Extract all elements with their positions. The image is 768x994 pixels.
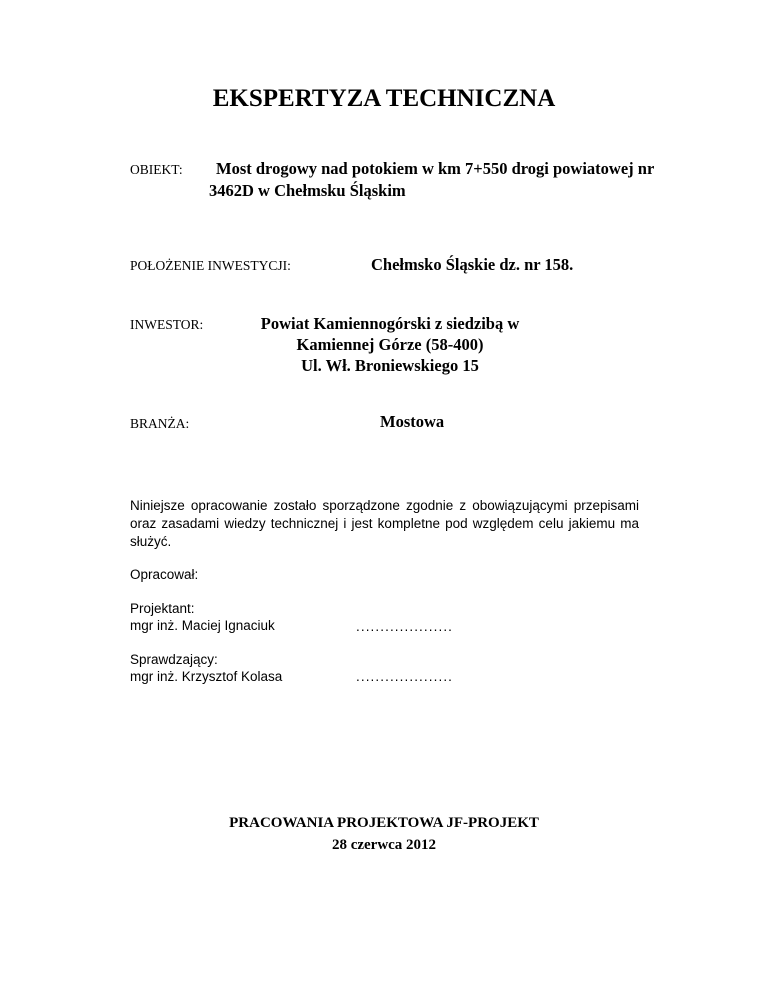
branza-value: Mostowa [380,412,445,431]
obiekt-label: OBIEKT: [130,162,183,177]
sprawdzajacy-signature-line: .................... [356,669,454,684]
company-name: PRACOWANIA PROJEKTOWA JF-PROJEKT [229,815,539,831]
opracowal-label: Opracował: [130,567,199,582]
projektant-signature-line: .................... [356,619,454,634]
obiekt-line-1: Most drogowy nad potokiem w km 7+550 drogi powiatowej nr [216,159,655,178]
projektant-role: Projektant: [130,601,195,616]
inwestor-label: INWESTOR: [130,317,204,332]
branza-label: BRANŻA: [130,416,190,431]
sprawdzajacy-name: mgr inż. Krzysztof Kolasa [130,669,283,684]
document-title: EKSPERTYZA TECHNICZNA [212,85,556,112]
inwestor-line-2: Kamiennej Górze (58-400) [296,335,484,354]
compliance-statement: Niniejsze opracowanie zostało sporządzone zgodnie z obowiązującymi przepisami oraz zasadami wiedzy technicznej i jest kompletne pod względem celu jakiemu ma służyć. [130,498,639,549]
obiekt-line-2: 3462D w Chełmsku Śląskim [209,181,406,200]
sprawdzajacy-role: Sprawdzający: [130,652,218,667]
inwestor-block [240,313,540,376]
projektant-name: mgr inż. Maciej Ignaciuk [130,618,275,633]
polozenie-value: Chełmsko Śląskie dz. nr 158. [371,255,574,274]
inwestor-line-1: Powiat Kamiennogórski z siedzibą w [260,314,520,333]
polozenie-label: POŁOŻENIE INWESTYCJI: [130,258,291,273]
inwestor-line-3: Ul. Wł. Broniewskiego 15 [301,356,479,375]
document-date: 28 czerwca 2012 [331,837,437,853]
